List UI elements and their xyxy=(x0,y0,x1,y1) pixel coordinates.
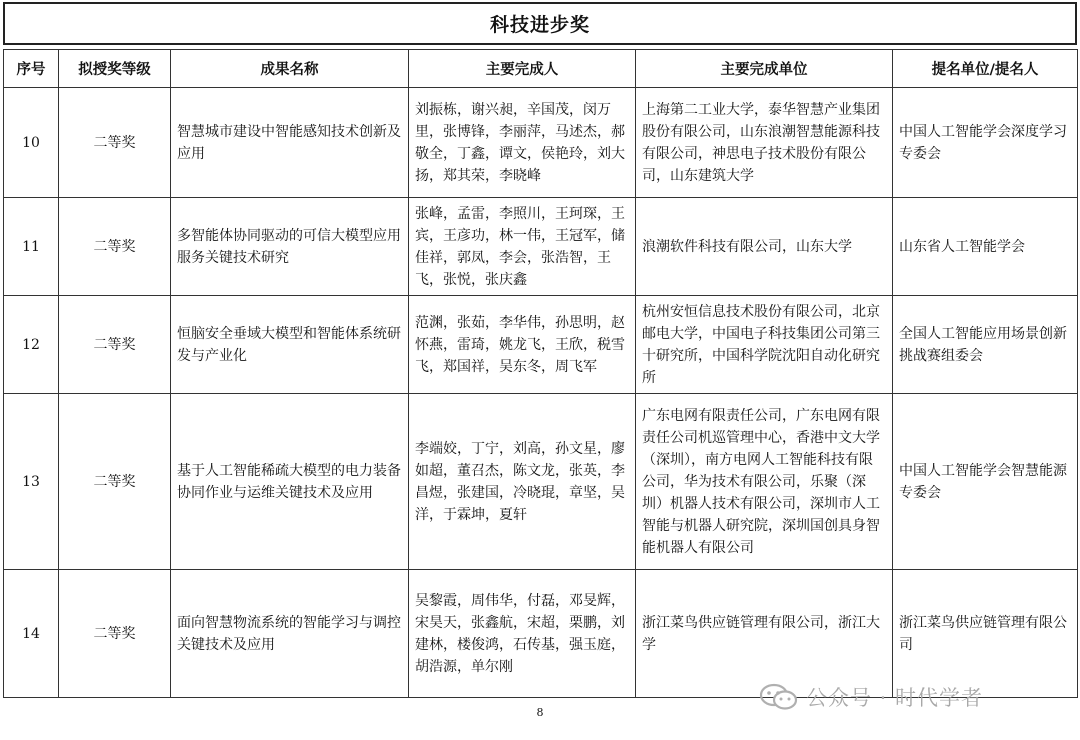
cell-project: 基于人工智能稀疏大模型的电力装备协同作业与运维关键技术及应用 xyxy=(171,394,409,570)
cell-project: 多智能体协同驱动的可信大模型应用服务关键技术研究 xyxy=(171,198,409,296)
cell-team: 刘振栋，谢兴昶，辛国茂，闵万里，张博锋，李丽萍，马述杰，郝敬全，丁鑫，谭文，侯艳玲，刘大扬，郑其荣，李晓峰 xyxy=(409,88,636,198)
header-units: 主要完成单位 xyxy=(636,50,893,88)
cell-no: 10 xyxy=(4,88,59,198)
cell-no: 14 xyxy=(4,570,59,698)
cell-project: 恒脑安全垂域大模型和智能体系统研发与产业化 xyxy=(171,296,409,394)
cell-no: 11 xyxy=(4,198,59,296)
cell-project: 智慧城市建设中智能感知技术创新及应用 xyxy=(171,88,409,198)
cell-nominator: 浙江菜鸟供应链管理有限公司 xyxy=(893,570,1078,698)
cell-nominator: 全国人工智能应用场景创新挑战赛组委会 xyxy=(893,296,1078,394)
cell-grade: 二等奖 xyxy=(59,198,171,296)
cell-no: 12 xyxy=(4,296,59,394)
cell-units: 上海第二工业大学，泰华智慧产业集团股份有限公司，山东浪潮智慧能源科技有限公司，神思电子技术股份有限公司，山东建筑大学 xyxy=(636,88,893,198)
cell-units: 杭州安恒信息技术股份有限公司，北京邮电大学，中国电子科技集团公司第三十研究所，中国科学院沈阳自动化研究所 xyxy=(636,296,893,394)
table-row xyxy=(4,394,1078,570)
cell-grade: 二等奖 xyxy=(59,296,171,394)
page-number: 8 xyxy=(536,706,544,719)
header-team: 主要完成人 xyxy=(409,50,636,88)
header-grade: 拟授奖等级 xyxy=(59,50,171,88)
page-title: 科技进步奖 xyxy=(3,2,1077,45)
cell-team: 张峰，孟雷，李照川，王珂琛，王宾，王彦功，林一伟，王冠军，储佳祥，郭凤，李会，张浩智，王飞，张悦，张庆鑫 xyxy=(409,198,636,296)
table-row xyxy=(4,296,1078,394)
cell-grade: 二等奖 xyxy=(59,570,171,698)
cell-grade: 二等奖 xyxy=(59,88,171,198)
award-table xyxy=(3,49,1078,698)
cell-nominator: 中国人工智能学会深度学习专委会 xyxy=(893,88,1078,198)
header-nominator: 提名单位/提名人 xyxy=(893,50,1078,88)
cell-team: 李端姣，丁宁，刘高，孙文星，廖如超，董召杰，陈文龙，张英，李昌煜，张建国，冷晓琨，章坚，吴洋，于霖坤，夏轩 xyxy=(409,394,636,570)
table-row xyxy=(4,570,1078,698)
watermark-text: 公众号 · 时代学者 xyxy=(806,686,984,710)
cell-units: 浪潮软件科技有限公司，山东大学 xyxy=(636,198,893,296)
table-header-row xyxy=(4,50,1078,88)
cell-team: 吴黎霞，周伟华，付磊，邓旻辉，宋昊天，张鑫航，宋超，栗鹏，刘建林，楼俊鸿，石传基，强玉庭，胡浩源，单尔刚 xyxy=(409,570,636,698)
header-project: 成果名称 xyxy=(171,50,409,88)
cell-units: 浙江菜鸟供应链管理有限公司，浙江大学 xyxy=(636,570,893,698)
cell-project: 面向智慧物流系统的智能学习与调控关键技术及应用 xyxy=(171,570,409,698)
cell-team: 范渊，张茹，李华伟，孙思明，赵怀燕，雷琦，姚龙飞，王欣，税雪飞，郑国祥，吴东冬，周飞军 xyxy=(409,296,636,394)
header-no: 序号 xyxy=(4,50,59,88)
cell-nominator: 中国人工智能学会智慧能源专委会 xyxy=(893,394,1078,570)
table-row xyxy=(4,88,1078,198)
cell-nominator: 山东省人工智能学会 xyxy=(893,198,1078,296)
cell-grade: 二等奖 xyxy=(59,394,171,570)
cell-no: 13 xyxy=(4,394,59,570)
table-row xyxy=(4,198,1078,296)
cell-units: 广东电网有限责任公司，广东电网有限责任公司机巡管理中心，香港中文大学（深圳），南方电网人工智能科技有限公司，华为技术有限公司，乐聚（深圳）机器人技术有限公司，深圳市人工智能与机器人研究院，深圳国创具身智能机器人有限公司 xyxy=(636,394,893,570)
